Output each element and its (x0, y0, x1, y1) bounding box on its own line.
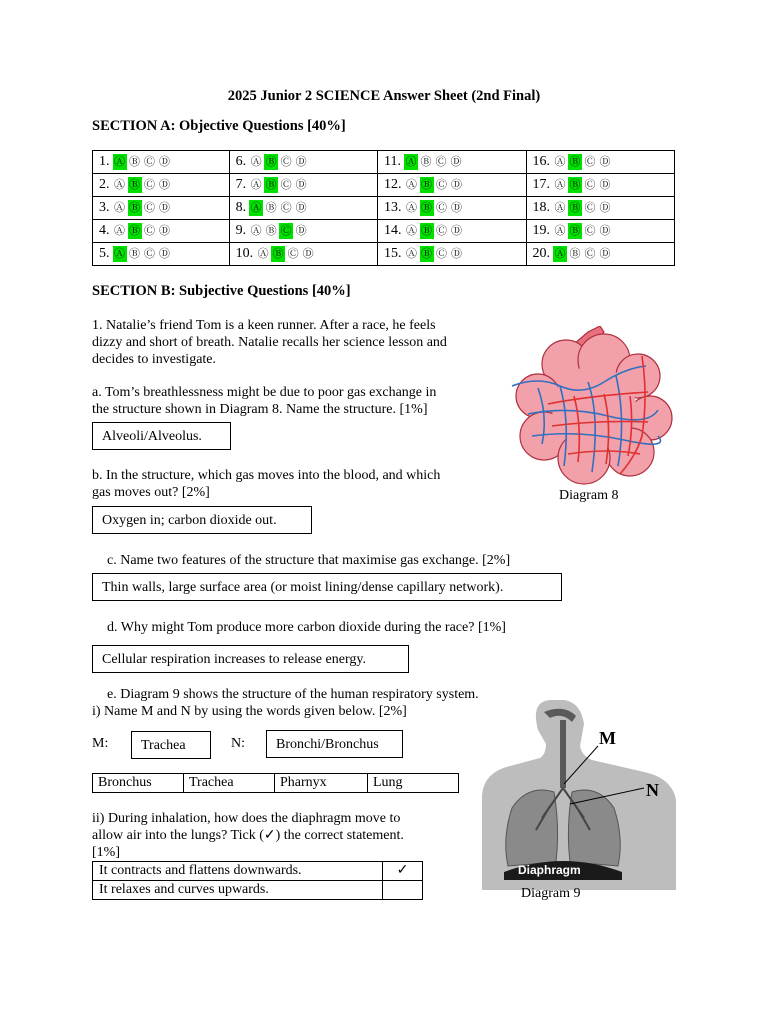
mcq-cell (378, 151, 526, 174)
question-number: 10. (235, 246, 254, 261)
option-bubble[interactable]: Ⓒ (280, 179, 292, 191)
option-bubble[interactable]: Ⓑ (272, 248, 284, 260)
text-line: e. Diagram 9 shows the structure of the human respiratory system. (107, 687, 479, 702)
option-bubble[interactable]: Ⓐ (114, 202, 125, 214)
question-number: 2. (99, 177, 110, 192)
diagram-9-caption: Diagram 9 (521, 886, 581, 901)
question-number: 11. (384, 154, 402, 169)
text-line: a. Tom’s breathlessness might be due to poor gas exchange in (92, 385, 437, 400)
alveoli-diagram (508, 326, 678, 486)
text-line: 1. Natalie’s friend Tom is a keen runner. After a race, he feels (92, 318, 436, 333)
question-number: 12. (384, 177, 402, 192)
question-1-intro (92, 317, 447, 368)
option-bubble[interactable]: Ⓑ (265, 156, 277, 168)
question-number: 9. (235, 223, 247, 238)
mcq-row (93, 174, 675, 197)
statement-row (93, 881, 423, 900)
word-bank-cell: Bronchus (93, 774, 184, 793)
question-number: 7. (235, 177, 247, 192)
text-line: i) Name M and N by using the words given below. [2%] (92, 704, 407, 719)
option-bubble[interactable]: Ⓐ (406, 225, 418, 237)
option-bubble[interactable]: Ⓑ (569, 248, 581, 260)
text-line: dizzy and short of breath. Natalie recalls her science lesson and (92, 335, 447, 350)
mcq-cell (229, 174, 377, 197)
mcq-row (93, 220, 675, 243)
option-bubble[interactable]: Ⓒ (584, 248, 596, 260)
question-d: d. Why might Tom produce more carbon dioxide during the race? [1%] (107, 620, 506, 635)
option-bubble[interactable]: Ⓐ (406, 248, 418, 260)
mcq-answer-table (92, 150, 675, 266)
option-bubble[interactable]: Ⓓ (159, 156, 170, 168)
option-bubble[interactable]: Ⓓ (450, 156, 462, 168)
option-bubble[interactable]: Ⓐ (250, 179, 262, 191)
option-bubble[interactable]: Ⓓ (295, 179, 307, 191)
mcq-cell (229, 151, 377, 174)
option-bubble[interactable]: Ⓒ (584, 202, 596, 214)
mcq-cell (229, 220, 377, 243)
question-number: 17. (532, 177, 551, 192)
option-bubble[interactable]: Ⓓ (295, 202, 307, 214)
option-bubble[interactable]: Ⓒ (436, 225, 448, 237)
option-bubble[interactable]: Ⓑ (569, 179, 581, 191)
option-bubble[interactable]: Ⓐ (554, 179, 566, 191)
question-number: 8. (235, 200, 247, 215)
mcq-row (93, 151, 675, 174)
mcq-cell (526, 220, 674, 243)
answer-a-box: Alveoli/Alveolus. (92, 422, 231, 450)
n-label: N (646, 780, 659, 800)
question-number: 5. (99, 246, 110, 261)
mcq-cell (526, 151, 674, 174)
answer-c-box: Thin walls, large surface area (or moist lining/dense capillary network). (92, 573, 562, 601)
m-answer-box: Trachea (131, 731, 211, 759)
option-bubble[interactable]: Ⓒ (144, 179, 155, 191)
option-bubble[interactable]: Ⓑ (420, 156, 432, 168)
option-bubble[interactable]: Ⓑ (129, 202, 140, 214)
question-e (92, 686, 479, 720)
text-line: allow air into the lungs? Tick (✓) the correct statement. (92, 828, 404, 843)
question-number: 20. (532, 246, 551, 261)
option-bubble[interactable]: Ⓒ (280, 202, 292, 214)
n-label: N: (231, 736, 245, 751)
option-bubble[interactable]: Ⓑ (421, 248, 433, 260)
option-bubble[interactable]: Ⓑ (129, 156, 140, 168)
word-bank-table (92, 773, 459, 793)
option-bubble[interactable]: Ⓒ (144, 156, 155, 168)
section-a-heading: SECTION A: Objective Questions [40%] (92, 118, 346, 134)
option-bubble[interactable]: Ⓑ (421, 179, 433, 191)
option-bubble[interactable]: Ⓓ (599, 156, 611, 168)
option-bubble[interactable]: Ⓒ (280, 156, 292, 168)
mcq-row (93, 243, 675, 266)
option-bubble[interactable]: Ⓓ (159, 225, 170, 237)
option-bubble[interactable]: Ⓐ (406, 202, 418, 214)
option-bubble[interactable]: Ⓓ (295, 156, 307, 168)
respiratory-system-diagram (480, 700, 680, 890)
question-number: 14. (384, 223, 402, 238)
option-bubble[interactable]: Ⓐ (250, 225, 262, 237)
question-number: 4. (99, 223, 110, 238)
option-bubble[interactable]: Ⓒ (287, 248, 299, 260)
statement-row (93, 862, 423, 881)
statement-text: It relaxes and curves upwards. (93, 881, 383, 900)
question-number: 1. (99, 154, 110, 169)
tick-cell[interactable] (383, 881, 423, 900)
text-line: decides to investigate. (92, 352, 217, 367)
m-label: M: (92, 736, 109, 751)
question-a (92, 384, 436, 418)
word-bank-cell: Pharnyx (275, 774, 368, 793)
option-bubble[interactable]: Ⓓ (599, 179, 611, 191)
option-bubble[interactable]: Ⓒ (436, 202, 448, 214)
mcq-cell (378, 174, 526, 197)
option-bubble[interactable]: Ⓐ (554, 156, 566, 168)
option-bubble[interactable]: Ⓐ (406, 179, 418, 191)
option-bubble[interactable]: Ⓐ (554, 225, 566, 237)
option-bubble[interactable]: Ⓓ (599, 202, 611, 214)
mcq-row (93, 197, 675, 220)
option-bubble[interactable]: Ⓐ (405, 156, 417, 168)
option-bubble[interactable]: Ⓒ (280, 225, 292, 237)
option-bubble[interactable]: Ⓒ (435, 156, 447, 168)
answer-b-box: Oxygen in; carbon dioxide out. (92, 506, 312, 534)
option-bubble[interactable]: Ⓐ (114, 225, 125, 237)
page-title: 2025 Junior 2 SCIENCE Answer Sheet (2nd Final) (227, 88, 541, 104)
question-b (92, 467, 440, 501)
mcq-cell (93, 220, 230, 243)
option-bubble[interactable]: Ⓐ (114, 248, 125, 260)
mcq-cell (378, 243, 526, 266)
mcq-cell (526, 197, 674, 220)
mcq-cell (378, 197, 526, 220)
n-answer-box: Bronchi/Bronchus (266, 730, 403, 758)
m-label: M (599, 728, 616, 748)
option-bubble[interactable]: Ⓐ (554, 202, 566, 214)
option-bubble[interactable]: Ⓑ (265, 202, 277, 214)
option-bubble[interactable]: Ⓓ (451, 248, 463, 260)
option-bubble[interactable]: Ⓑ (421, 225, 433, 237)
option-bubble[interactable]: Ⓓ (599, 248, 611, 260)
text-line: b. In the structure, which gas moves into the blood, and which (92, 468, 441, 483)
mcq-cell (229, 197, 377, 220)
option-bubble[interactable]: Ⓑ (569, 202, 581, 214)
diaphragm-label: Diaphragm (518, 863, 581, 877)
option-bubble[interactable]: Ⓐ (114, 156, 125, 168)
option-bubble[interactable]: Ⓑ (421, 202, 433, 214)
question-number: 15. (384, 246, 402, 261)
mcq-cell (93, 151, 230, 174)
text-line: the structure shown in Diagram 8. Name the structure. [1%] (92, 402, 428, 417)
option-bubble[interactable]: Ⓓ (159, 179, 170, 191)
question-e-ii (92, 810, 404, 861)
mcq-cell (93, 197, 230, 220)
question-number: 16. (532, 154, 551, 169)
option-bubble[interactable]: Ⓓ (599, 225, 611, 237)
option-bubble[interactable]: Ⓓ (451, 225, 463, 237)
option-bubble[interactable]: Ⓑ (265, 225, 277, 237)
option-bubble[interactable]: Ⓒ (144, 202, 155, 214)
word-bank-cell: Trachea (184, 774, 275, 793)
option-bubble[interactable]: Ⓑ (129, 248, 140, 260)
question-number: 3. (99, 200, 110, 215)
option-bubble[interactable]: Ⓑ (129, 179, 140, 191)
option-bubble[interactable]: Ⓐ (250, 202, 262, 214)
answer-d-box: Cellular respiration increases to release energy. (92, 645, 409, 673)
word-bank-cell: Lung (368, 774, 459, 793)
mcq-cell (378, 220, 526, 243)
option-bubble[interactable]: Ⓓ (451, 179, 463, 191)
option-bubble[interactable]: Ⓓ (159, 202, 170, 214)
question-number: 19. (532, 223, 551, 238)
tick-cell[interactable]: ✓ (383, 862, 423, 881)
text-line: [1%] (92, 845, 120, 860)
option-bubble[interactable]: Ⓒ (584, 179, 596, 191)
option-bubble[interactable]: Ⓓ (302, 248, 314, 260)
option-bubble[interactable]: Ⓒ (144, 225, 155, 237)
statement-text: It contracts and flattens downwards. (93, 862, 383, 881)
option-bubble[interactable]: Ⓒ (144, 248, 155, 260)
mcq-cell (526, 174, 674, 197)
section-b-heading: SECTION B: Subjective Questions [40%] (92, 283, 351, 299)
mcq-cell (93, 243, 230, 266)
option-bubble[interactable]: Ⓒ (436, 179, 448, 191)
question-number: 18. (532, 200, 551, 215)
option-bubble[interactable]: Ⓒ (584, 225, 596, 237)
question-number: 13. (384, 200, 402, 215)
question-number: 6. (235, 154, 247, 169)
option-bubble[interactable]: Ⓓ (451, 202, 463, 214)
mcq-cell (229, 243, 377, 266)
text-line: gas moves out? [2%] (92, 485, 210, 500)
text-line: ii) During inhalation, how does the diaphragm move to (92, 811, 401, 826)
option-bubble[interactable]: Ⓐ (250, 156, 262, 168)
option-bubble[interactable]: Ⓒ (584, 156, 596, 168)
mcq-cell (526, 243, 674, 266)
diagram-8-caption: Diagram 8 (559, 488, 619, 503)
option-bubble[interactable]: Ⓒ (436, 248, 448, 260)
option-bubble[interactable]: Ⓑ (569, 225, 581, 237)
option-bubble[interactable]: Ⓑ (265, 179, 277, 191)
option-bubble[interactable]: Ⓑ (129, 225, 140, 237)
option-bubble[interactable]: Ⓐ (257, 248, 269, 260)
option-bubble[interactable]: Ⓐ (554, 248, 566, 260)
statement-tick-table (92, 861, 423, 900)
option-bubble[interactable]: Ⓐ (114, 179, 125, 191)
mcq-cell (93, 174, 230, 197)
option-bubble[interactable]: Ⓑ (569, 156, 581, 168)
question-c: c. Name two features of the structure that maximise gas exchange. [2%] (107, 553, 511, 568)
option-bubble[interactable]: Ⓓ (295, 225, 307, 237)
option-bubble[interactable]: Ⓓ (159, 248, 170, 260)
